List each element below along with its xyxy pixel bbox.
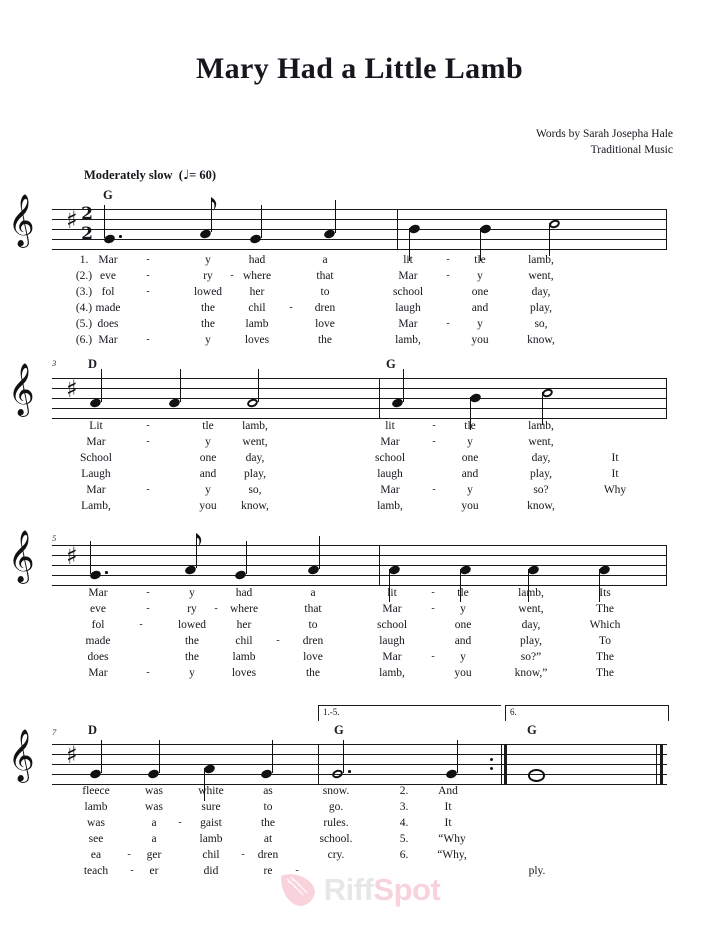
lyric-word: one (199, 452, 217, 464)
tempo-bpm: = 60 (189, 168, 212, 182)
lyric-word: went, (242, 436, 268, 448)
measure-number: 7 (52, 727, 57, 737)
lyric-word: lit (387, 587, 397, 599)
lyric-line (0, 450, 719, 466)
lyric-word: dren (257, 849, 279, 861)
lyric-word: lamb, (518, 587, 544, 599)
lyric-word: to (308, 619, 318, 631)
lyric-word: play, (244, 468, 266, 480)
lyric-word: The (596, 651, 614, 663)
lyric-word: Lit (89, 420, 103, 432)
lyric-line (0, 418, 719, 434)
staff-line (52, 239, 667, 240)
lyric-line (0, 316, 719, 332)
lyric-word: the (184, 635, 200, 647)
lyric-word: y (205, 436, 211, 448)
staff-line (52, 398, 667, 399)
lyric-word: the (200, 302, 216, 314)
staff-4 (8, 728, 667, 784)
verse-number: 1. (79, 254, 89, 266)
chord-symbol: G (386, 357, 396, 371)
lyric-hyphen: - (146, 587, 150, 598)
lyric-hyphen: - (127, 849, 131, 860)
lyric-word: tle (457, 587, 469, 599)
staff-line (52, 209, 667, 210)
lyric-word: y (467, 436, 473, 448)
lyric-word: lamb (232, 651, 256, 663)
lyric-word: where (242, 270, 272, 282)
lyric-word: loves (244, 334, 270, 346)
lyric-word: er (149, 865, 159, 877)
lyric-word: school. (319, 833, 353, 845)
lyric-word: went, (528, 270, 554, 282)
lyric-word: one (471, 286, 489, 298)
lyric-word: cry. (327, 849, 345, 861)
barline (666, 209, 667, 250)
lyric-word: Why (603, 484, 627, 496)
lyric-word: day, (521, 619, 541, 631)
lyric-word: Mar (88, 667, 108, 679)
key-signature-sharp-icon: ♯ (66, 206, 78, 234)
lyric-word: does (87, 651, 109, 663)
credits (536, 126, 673, 158)
measure-number: 5 (52, 533, 57, 543)
lyric-word: that (304, 603, 322, 615)
lyric-word: laugh (379, 635, 405, 647)
lyric-hyphen: - (139, 619, 143, 630)
lyric-line (0, 434, 719, 450)
lyric-hyphen: - (276, 635, 280, 646)
lyric-word: went, (518, 603, 544, 615)
lyric-word: lamb, (242, 420, 268, 432)
lyric-word: white (198, 785, 224, 797)
lyrics-system-1 (0, 252, 719, 348)
lyric-line (0, 665, 719, 681)
credits-words: Words by Sarah Josepha Hale (535, 128, 673, 140)
watermark-text-spot: Spot (373, 872, 441, 907)
lyric-word: was (145, 801, 163, 813)
verse-number: (3.) (75, 286, 93, 298)
lyric-line (0, 466, 719, 482)
lyric-word: Mar (398, 270, 418, 282)
lyric-word: school (374, 452, 406, 464)
lyric-word: does (97, 318, 119, 330)
lyric-hyphen: - (146, 603, 150, 614)
tempo-paren-close: ) (211, 168, 217, 182)
lyric-word: a (322, 254, 328, 266)
lyric-word: and (461, 468, 479, 480)
lyric-word: lamb, (528, 420, 554, 432)
lyric-word: made (85, 635, 111, 647)
lyric-word: did (203, 865, 219, 877)
staff-line (52, 565, 667, 566)
lyric-word: lit (385, 420, 395, 432)
chord-symbol: G (527, 723, 537, 737)
lyric-hyphen: - (146, 254, 150, 265)
lyric-word: at (263, 833, 273, 845)
lyric-word: It (611, 452, 619, 464)
lyric-word: ea (90, 849, 102, 861)
repeat-barline (497, 744, 506, 785)
lyric-word: sure (201, 801, 221, 813)
lyric-word: fol (91, 619, 105, 631)
lyric-word: rules. (323, 817, 349, 829)
staff-2 (8, 362, 667, 418)
lyric-word: y (205, 484, 211, 496)
lyric-word: re (263, 865, 273, 877)
lyric-word: play, (530, 302, 552, 314)
lyric-word: a (310, 587, 316, 599)
lyric-word: had (248, 254, 266, 266)
lyric-word: know, (241, 500, 269, 512)
lyric-word: you (454, 667, 472, 679)
lyric-word: lowed (177, 619, 207, 631)
lyric-word: Mar (382, 651, 402, 663)
quarter-note-icon: ♩ (182, 168, 190, 183)
barline (666, 378, 667, 419)
lyric-word: see (88, 833, 104, 845)
lyric-hyphen: - (214, 603, 218, 614)
lyric-word: was (145, 785, 163, 797)
treble-clef-icon: 𝄞 (8, 362, 35, 415)
lyric-word: y (477, 318, 483, 330)
lyric-word: Which (589, 619, 621, 631)
lyric-word: It (611, 468, 619, 480)
lyric-hyphen: - (146, 667, 150, 678)
lyric-word: one (461, 452, 479, 464)
verse-number: 4. (399, 817, 409, 829)
lyrics-system-2 (0, 418, 719, 514)
guitar-pick-icon (279, 873, 317, 907)
lyric-line (0, 498, 719, 514)
staff-3 (8, 529, 667, 585)
lyric-hyphen: - (431, 603, 435, 614)
lyric-word: Mar (98, 254, 118, 266)
staff-line (52, 249, 667, 250)
lyric-hyphen: - (146, 270, 150, 281)
lyric-word: love (315, 318, 335, 330)
lyric-word: fol (101, 286, 115, 298)
lyric-word: the (200, 318, 216, 330)
lyric-word: ry (203, 270, 213, 282)
lyric-word: “Why, (437, 849, 467, 861)
lyric-word: Lamb, (81, 500, 111, 512)
lyric-word: that (316, 270, 334, 282)
lyric-word: her (249, 286, 265, 298)
barline (666, 545, 667, 586)
lyric-word: Mar (86, 484, 106, 496)
lyric-word: to (320, 286, 330, 298)
lyric-word: It (444, 817, 452, 829)
lyric-hyphen: - (146, 420, 150, 431)
lyric-word: y (460, 603, 466, 615)
staff-line (52, 764, 667, 765)
lyric-word: fleece (82, 785, 110, 797)
verse-number: (5.) (75, 318, 93, 330)
tempo-marking (84, 168, 216, 183)
lyric-line (0, 831, 719, 847)
lyric-word: her (236, 619, 252, 631)
lyric-line (0, 847, 719, 863)
lyric-word: dren (302, 635, 324, 647)
lyric-word: Mar (86, 436, 106, 448)
lyric-word: y (460, 651, 466, 663)
lyric-hyphen: - (146, 334, 150, 345)
lyric-hyphen: - (178, 817, 182, 828)
chord-symbol: D (88, 357, 98, 371)
lyric-word: gaist (200, 817, 222, 829)
lyric-word: Mar (98, 334, 118, 346)
lyric-word: so, (534, 318, 548, 330)
lyric-word: you (461, 500, 479, 512)
lyric-hyphen: - (146, 286, 150, 297)
lyric-word: lamb (245, 318, 269, 330)
key-signature-sharp-icon: ♯ (66, 542, 78, 570)
lyric-line (0, 617, 719, 633)
lyric-word: lamb, (379, 667, 405, 679)
lyric-word: day, (245, 452, 265, 464)
lyric-word: the (305, 667, 321, 679)
watermark-text-riff: Riff (323, 872, 374, 907)
lyric-word: a (151, 833, 157, 845)
page-title: Mary Had a Little Lamb (195, 52, 524, 85)
staff-line (52, 408, 667, 409)
lyric-hyphen: - (446, 270, 450, 281)
lyric-hyphen: - (289, 302, 293, 313)
lyric-word: And (438, 785, 458, 797)
lyric-word: The (596, 667, 614, 679)
lyric-word: go. (328, 801, 344, 813)
lyric-word: so? (533, 484, 549, 496)
lyric-word: as (263, 785, 273, 797)
lyric-word: and (199, 468, 217, 480)
lyric-word: to (263, 801, 273, 813)
lyric-word: day, (531, 286, 551, 298)
lyric-hyphen: - (432, 436, 436, 447)
lyric-line (0, 601, 719, 617)
lyric-word: the (317, 334, 333, 346)
lyric-word: chil (235, 635, 253, 647)
lyric-word: one (454, 619, 472, 631)
lyric-word: y (205, 334, 211, 346)
lyric-word: snow. (322, 785, 350, 797)
barline (318, 744, 319, 785)
watermark (279, 872, 441, 908)
lyric-word: you (471, 334, 489, 346)
lyric-word: To (599, 635, 611, 647)
lyric-hyphen: - (241, 849, 245, 860)
lyric-word: dren (314, 302, 336, 314)
lyric-hyphen: - (130, 865, 134, 876)
lyric-word: eve (90, 603, 106, 615)
lyric-line (0, 482, 719, 498)
lyric-word: lamb, (395, 334, 421, 346)
lyric-word: chil (202, 849, 220, 861)
time-signature-top: 2 (81, 204, 93, 224)
verse-number: (2.) (75, 270, 93, 282)
lyric-word: tle (464, 420, 476, 432)
lyric-word: teach (83, 865, 109, 877)
lyric-word: lowed (193, 286, 223, 298)
lyric-word: y (189, 587, 195, 599)
barline (379, 545, 380, 586)
lyric-word: laugh (377, 468, 403, 480)
lyric-line (0, 783, 719, 799)
lyric-word: was (87, 817, 105, 829)
lyric-word: day, (531, 452, 551, 464)
lyric-line (0, 284, 719, 300)
lyric-word: lamb (84, 801, 108, 813)
lyric-word: lamb, (377, 500, 403, 512)
watermark-text (324, 872, 441, 908)
lyric-hyphen: - (146, 484, 150, 495)
measure-number: 3 (52, 358, 57, 368)
barline (397, 209, 398, 250)
staff-line (52, 219, 667, 220)
lyric-word: know,” (514, 667, 548, 679)
lyric-word: Mar (380, 484, 400, 496)
lyric-word: chil (248, 302, 266, 314)
lyric-word: y (205, 254, 211, 266)
lyric-hyphen: - (432, 420, 436, 431)
lyric-word: play, (520, 635, 542, 647)
volta-label: 1.-5. (323, 707, 340, 717)
lyric-word: and (471, 302, 489, 314)
lyrics-system-3 (0, 585, 719, 681)
verse-number: 3. (399, 801, 409, 813)
lyric-word: The (596, 603, 614, 615)
key-signature-sharp-icon: ♯ (66, 741, 78, 769)
lyric-hyphen: - (230, 270, 234, 281)
time-signature-bottom: 2 (81, 224, 93, 244)
staff-line (52, 744, 667, 745)
lyric-word: Its (599, 587, 611, 599)
treble-clef-icon: 𝄞 (8, 728, 35, 781)
lyric-word: so, (248, 484, 262, 496)
lyric-word: lamb (199, 833, 223, 845)
chord-symbol: G (103, 188, 113, 202)
lyric-hyphen: - (295, 865, 299, 876)
lyric-word: know, (527, 334, 555, 346)
staff-line (52, 555, 667, 556)
lyric-word: y (467, 484, 473, 496)
verse-number: 2. (399, 785, 409, 797)
lyric-word: you (199, 500, 217, 512)
chord-symbol: D (88, 723, 98, 737)
lyric-word: a (151, 817, 157, 829)
lyric-line (0, 300, 719, 316)
staff-1 (8, 193, 667, 249)
lyric-line (0, 585, 719, 601)
lyric-word: Mar (398, 318, 418, 330)
lyric-word: play, (530, 468, 552, 480)
verse-number: 5. (399, 833, 409, 845)
lyric-word: had (235, 587, 253, 599)
lyric-word: love (303, 651, 323, 663)
lyric-word: ger (146, 849, 162, 861)
staff-line (52, 229, 667, 230)
volta-bracket-2 (505, 705, 669, 721)
lyric-word: tle (474, 254, 486, 266)
tempo-text: Moderately slow (84, 168, 173, 182)
lyric-word: school (376, 619, 408, 631)
lyric-line (0, 815, 719, 831)
lyric-word: It (444, 801, 452, 813)
lyric-line (0, 633, 719, 649)
lyric-word: the (184, 651, 200, 663)
lyric-word: lit (403, 254, 413, 266)
barline (379, 378, 380, 419)
treble-clef-icon: 𝄞 (8, 193, 35, 246)
lyric-hyphen: - (146, 436, 150, 447)
lyric-word: the (260, 817, 276, 829)
verse-number: (4.) (75, 302, 93, 314)
lyric-hyphen: - (432, 484, 436, 495)
lyric-word: loves (231, 667, 257, 679)
staff-line (52, 388, 667, 389)
lyric-word: made (95, 302, 121, 314)
lyric-word: y (189, 667, 195, 679)
lyric-line (0, 799, 719, 815)
lyric-word: tle (202, 420, 214, 432)
lyric-word: “Why (438, 833, 466, 845)
lyric-word: Mar (88, 587, 108, 599)
staff-line (52, 545, 667, 546)
verse-number: (6.) (75, 334, 93, 346)
staff-line (52, 378, 667, 379)
final-barline (656, 744, 667, 785)
lyric-word: lamb, (528, 254, 554, 266)
tempo-paren-open: ( (178, 168, 183, 182)
lyric-word: y (477, 270, 483, 282)
lyric-word: school (392, 286, 424, 298)
lyric-word: laugh (395, 302, 421, 314)
lyric-word: Laugh (81, 468, 111, 480)
lyric-hyphen: - (431, 651, 435, 662)
lyric-word: where (229, 603, 259, 615)
lyric-word: went, (528, 436, 554, 448)
lyric-word: School (80, 452, 112, 464)
lyric-word: ply. (528, 865, 546, 877)
lyric-word: Mar (382, 603, 402, 615)
volta-bracket-1 (318, 705, 501, 721)
chord-symbol: G (334, 723, 344, 737)
credits-music: Traditional Music (590, 144, 673, 156)
lyric-word: ry (187, 603, 197, 615)
lyric-hyphen: - (446, 318, 450, 329)
lyric-word: know, (527, 500, 555, 512)
staff-line (52, 575, 667, 576)
lyric-word: and (454, 635, 472, 647)
lyric-word: Mar (380, 436, 400, 448)
lyric-line (0, 649, 719, 665)
lyric-hyphen: - (431, 587, 435, 598)
lyric-line (0, 252, 719, 268)
staff-line (52, 754, 667, 755)
verse-number: 6. (399, 849, 409, 861)
treble-clef-icon: 𝄞 (8, 529, 35, 582)
lyric-hyphen: - (446, 254, 450, 265)
lyric-word: so?” (520, 651, 542, 663)
staff-line (52, 774, 667, 775)
lyric-line (0, 332, 719, 348)
lyric-line (0, 268, 719, 284)
lyrics-system-4 (0, 783, 719, 879)
key-signature-sharp-icon: ♯ (66, 375, 78, 403)
lyric-word: eve (100, 270, 116, 282)
volta-label: 6. (510, 707, 517, 717)
